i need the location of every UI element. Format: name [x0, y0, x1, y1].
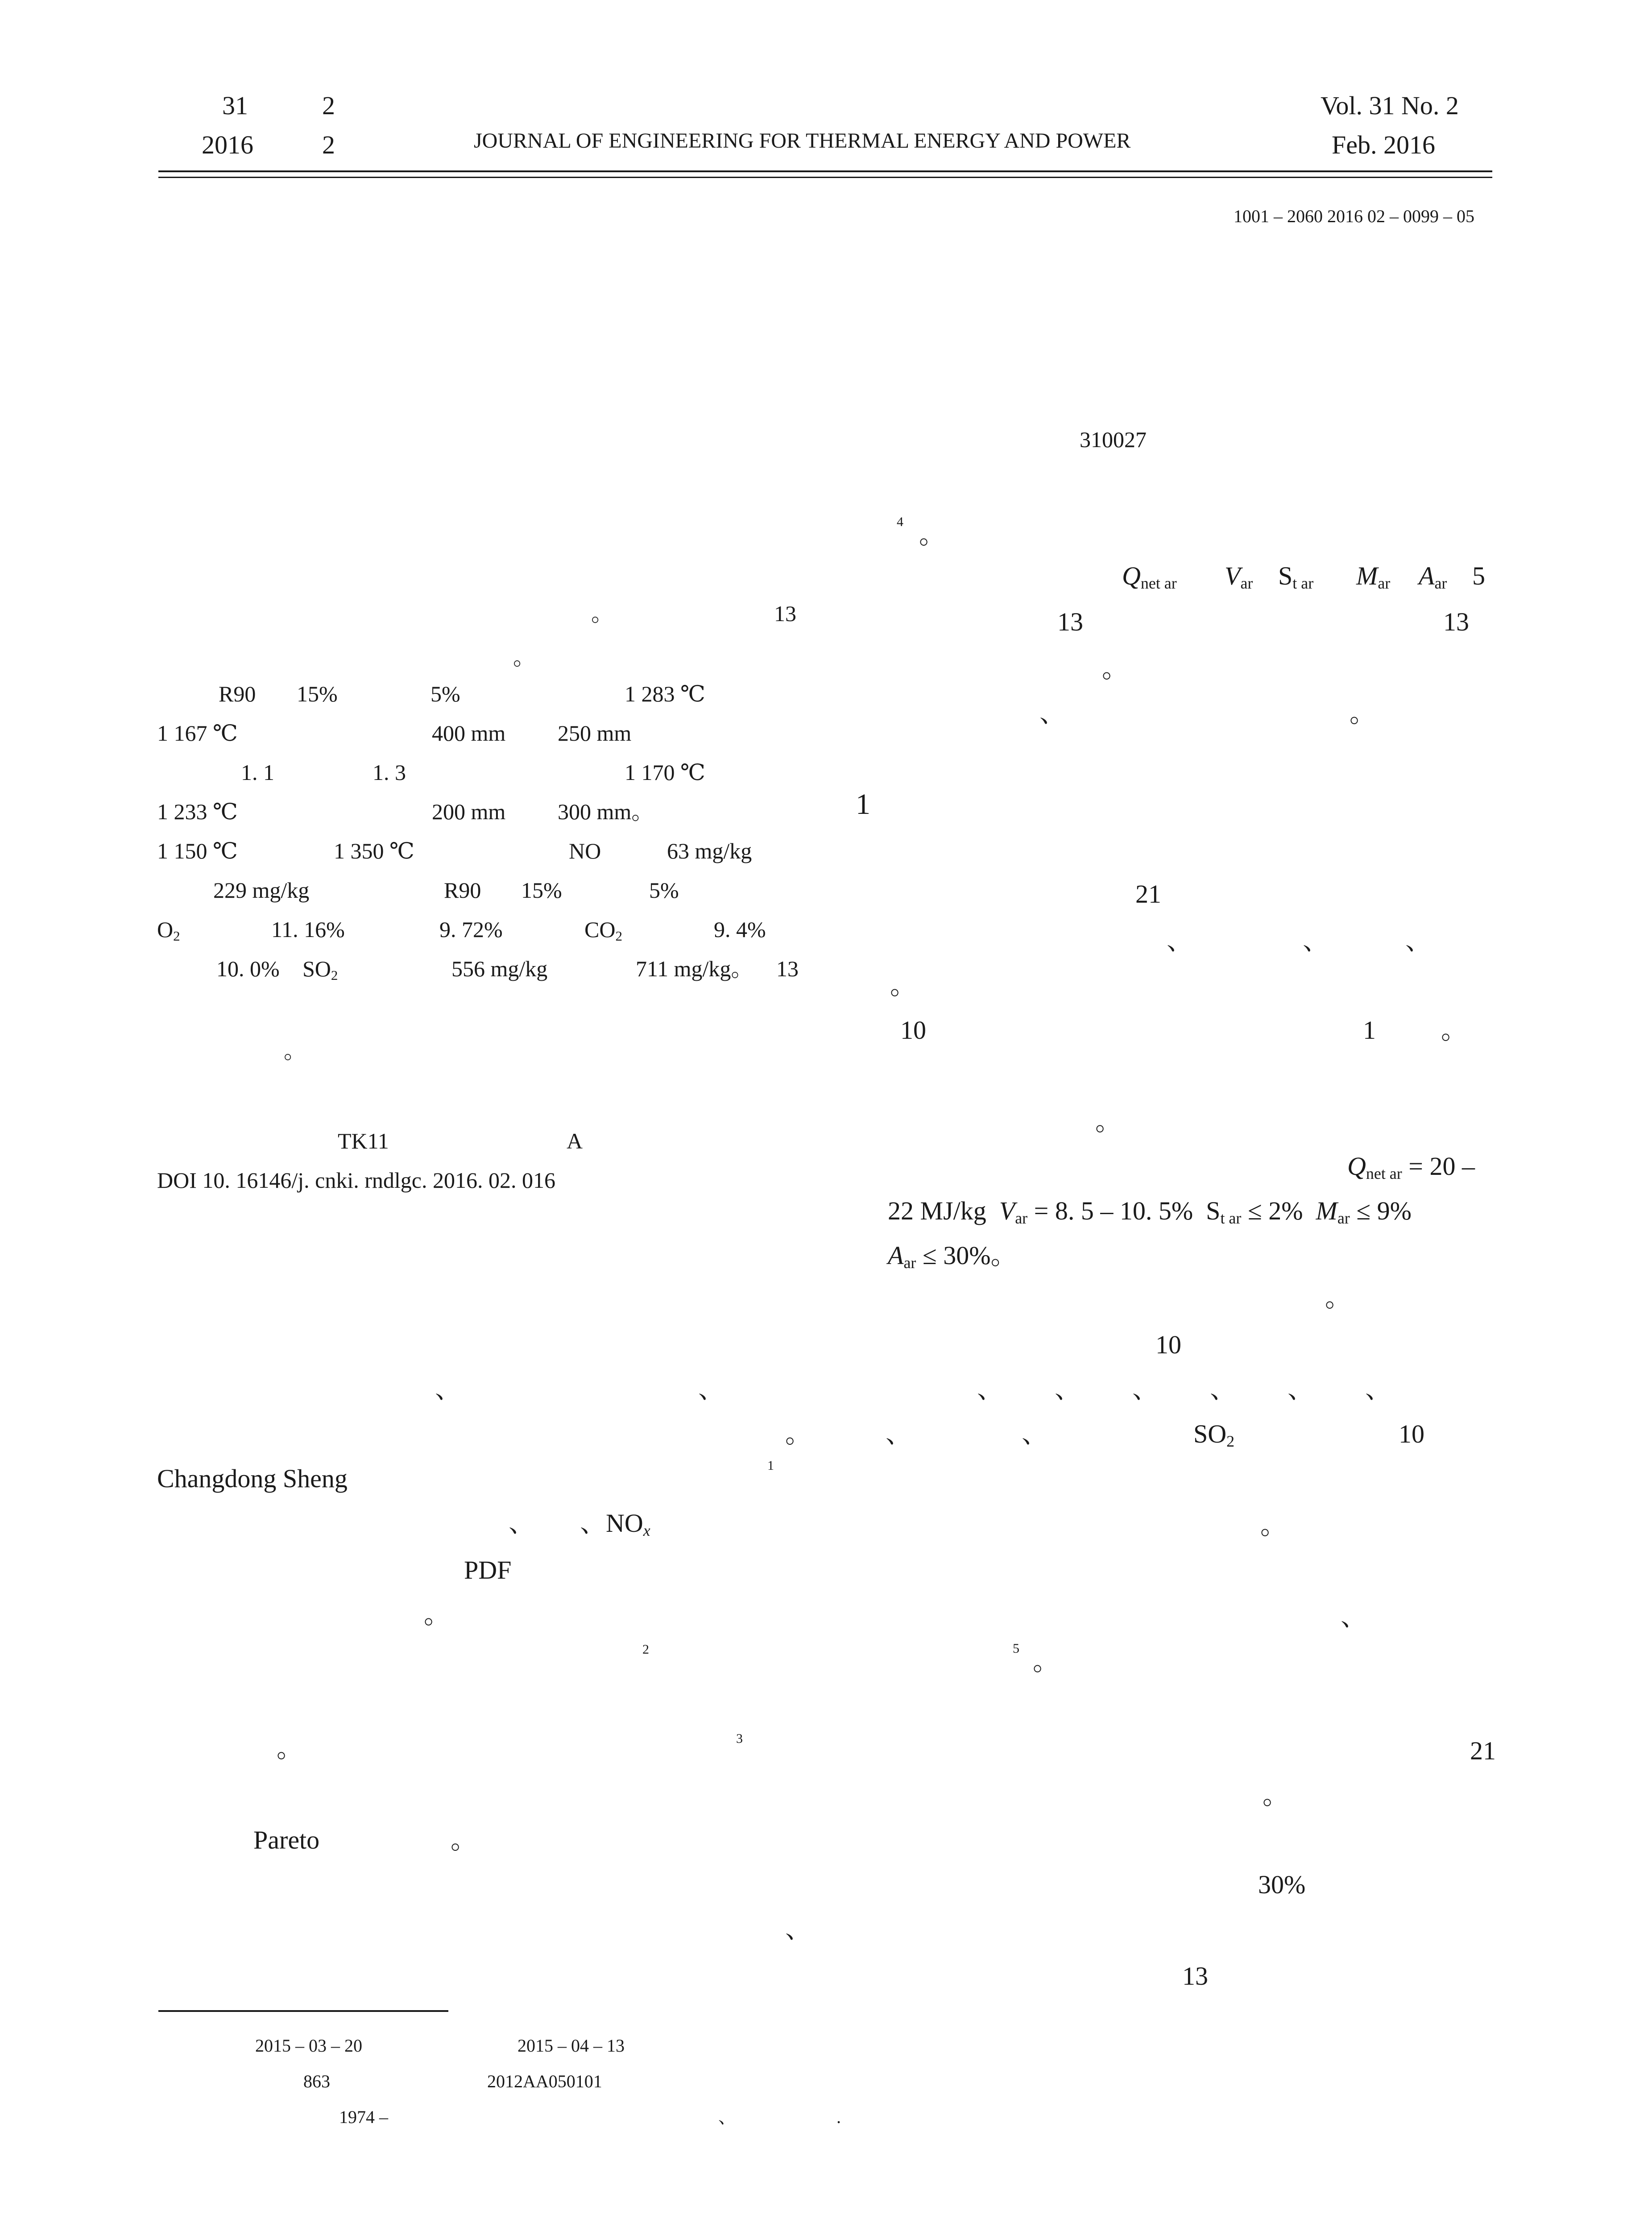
header-issue-cn: 2 — [322, 91, 335, 120]
abstract-text: 250 mm — [558, 721, 632, 746]
abstract-text: 1 233 ℃ — [157, 799, 238, 824]
body-text: 13 — [1443, 607, 1469, 636]
body-text: 13 — [1182, 1961, 1208, 1990]
header-month-cn: 2 — [322, 130, 335, 159]
pdf-term: PDF — [464, 1555, 512, 1584]
abstract-text: 400 mm — [432, 721, 506, 746]
body-text: 。 — [919, 520, 945, 549]
symbol-m-ar: $M_{ar}$ — [1356, 561, 1391, 592]
abstract-text: 9. 4% — [714, 917, 766, 942]
body-text: 。 — [1350, 699, 1376, 728]
reference-marker: 2 — [642, 1642, 649, 1657]
abstract-text: 。 — [513, 645, 535, 670]
body-text: 13 — [1057, 607, 1083, 636]
abstract-text: 9. 72% — [439, 917, 503, 942]
so2-term: $SO_2$ — [1193, 1419, 1235, 1450]
abstract-text: 1. 1 — [241, 760, 274, 785]
body-text: 、 — [1405, 926, 1432, 955]
author-birth-year: 1974 – — [339, 2107, 388, 2127]
body-text: 。 — [451, 1825, 477, 1854]
article-number: 1001 – 2060 2016 02 – 0099 – 05 — [1234, 206, 1474, 226]
body-text: 、 — [698, 1375, 725, 1404]
header-volume-en: Vol. 31 No. 2 — [1321, 91, 1459, 120]
body-text: 21 — [1470, 1736, 1496, 1765]
abstract-text: 。 — [284, 1038, 306, 1063]
equation-a: $A_{ar} \le 30\%$。 — [888, 1241, 1017, 1272]
symbol-s-t-ar: $S_{t ar}$ — [1278, 561, 1314, 592]
abstract-text: 5% — [649, 878, 679, 903]
body-text: 、 — [1303, 926, 1329, 955]
journal-title: JOURNAL OF ENGINEERING FOR THERMAL ENERGY AND POWER — [474, 129, 1131, 153]
document-code: A — [567, 1128, 583, 1153]
body-text: 。 — [1263, 1781, 1289, 1810]
fund-number: 2012AA050101 — [487, 2071, 602, 2091]
abstract-text: 13 — [776, 956, 799, 981]
reference-marker: 5 — [1013, 1641, 1019, 1656]
body-text: 。 — [1325, 1283, 1351, 1312]
abstract-text: $SO_2$ — [302, 956, 338, 983]
body-text: 21 — [1135, 879, 1161, 908]
body-text: 。 — [1033, 1647, 1059, 1676]
body-text: 、 — [1341, 1602, 1367, 1631]
symbol-q-net-ar: $Q_{net ar}$ — [1122, 561, 1177, 592]
abstract-text: 300 mm。 — [558, 799, 654, 824]
abstract-text: R90 — [444, 878, 481, 903]
body-text: 。 — [785, 1419, 812, 1448]
reference-marker: 1 — [767, 1458, 774, 1473]
header-date-en: Feb. 2016 — [1332, 130, 1435, 159]
abstract-text: $CO_2$ — [584, 917, 622, 944]
abstract-text: 1 350 ℃ — [334, 838, 414, 863]
body-text: 、 — [509, 1509, 535, 1538]
symbol-v-ar: $V_{ar}$ — [1225, 561, 1253, 592]
abstract-text: 15% — [297, 681, 338, 706]
body-text: 。 — [277, 1734, 303, 1763]
abstract-text: 1. 3 — [373, 760, 406, 785]
abstract-text: 15% — [521, 878, 562, 903]
abstract-text: 229 mg/kg — [213, 878, 310, 903]
abstract-text: 200 mm — [432, 799, 506, 824]
fund-program: 863 — [303, 2071, 330, 2091]
abstract-text: 5% — [431, 681, 460, 706]
body-text: 、 、 、 、 、 、 — [977, 1375, 1391, 1404]
body-text: 。 — [424, 1600, 450, 1629]
body-text: 、 — [1167, 926, 1193, 955]
abstract-text: 1 283 ℃ — [625, 681, 705, 706]
abstract-text: R90 — [219, 681, 256, 706]
abstract-text: 1 170 ℃ — [625, 760, 705, 785]
header-rule-top — [158, 170, 1492, 172]
footnote-rule — [158, 2010, 448, 2012]
body-text: 、 — [435, 1375, 461, 1404]
footnote-text: . — [836, 2107, 841, 2127]
body-text: 30% — [1258, 1870, 1306, 1899]
doi: DOI 10. 16146/j. cnki. rndlgc. 2016. 02. 016 — [157, 1168, 555, 1193]
symbol-a-ar: $A_{ar}$ — [1419, 561, 1447, 592]
body-text: 10 — [900, 1016, 926, 1045]
abstract-text: 1 150 ℃ — [157, 838, 238, 863]
body-text: 、 — [1022, 1419, 1048, 1448]
revised-date: 2015 – 04 – 13 — [518, 2036, 625, 2056]
body-text: 、 — [785, 1915, 812, 1944]
abstract-text: 711 mg/kg。 — [636, 956, 754, 981]
section-number: 1 — [856, 788, 870, 821]
clc-number: TK11 — [338, 1128, 389, 1153]
received-date: 2015 – 03 – 20 — [255, 2036, 362, 2056]
nox-term: 、$NO_x$ — [580, 1509, 650, 1539]
abstract-text: NO — [569, 838, 601, 863]
pareto-term: Pareto — [253, 1825, 320, 1854]
abstract-text: 。 — [591, 601, 613, 626]
body-text: 5 — [1472, 561, 1485, 590]
body-text: 1 — [1363, 1016, 1376, 1045]
abstract-text: 11. 16% — [271, 917, 345, 942]
reference-marker: 3 — [736, 1731, 743, 1746]
abstract-text: 556 mg/kg — [451, 956, 548, 981]
body-text: 10 — [1399, 1419, 1424, 1448]
body-text: 。 — [1260, 1511, 1287, 1540]
abstract-text: 13 — [774, 601, 796, 626]
abstract-text: 63 mg/kg — [667, 838, 752, 863]
header-year-cn: 2016 — [202, 130, 253, 159]
body-text: 、 — [886, 1419, 912, 1448]
body-text: 。 — [1102, 654, 1128, 683]
body-text: 。 — [1441, 1016, 1467, 1045]
author-name: Changdong Sheng — [157, 1464, 348, 1493]
body-text: 。 — [890, 971, 916, 1000]
body-text: 。 — [1095, 1107, 1122, 1136]
body-text: 、 — [1039, 699, 1066, 728]
equation-q: $Q_{net ar} = 20$ – — [1347, 1152, 1475, 1182]
abstract-text: 1 167 ℃ — [157, 721, 238, 746]
equation-line: 22 MJ/kg $V_{ar} = 8$. 5 – 10. 5% $S_{t ar} \le 2\%$ $M_{ar} \le 9\%$ — [888, 1196, 1412, 1227]
header-volume-cn: 31 — [222, 91, 248, 120]
body-text: 10 — [1155, 1330, 1181, 1359]
abstract-text: $O_2$ — [157, 917, 180, 944]
header-rule-bottom — [158, 177, 1492, 178]
footnote-text: 、 — [718, 2107, 736, 2127]
abstract-text: 10. 0% — [216, 956, 280, 981]
reference-marker: 4 — [897, 514, 903, 529]
postcode: 310027 — [1080, 427, 1147, 452]
